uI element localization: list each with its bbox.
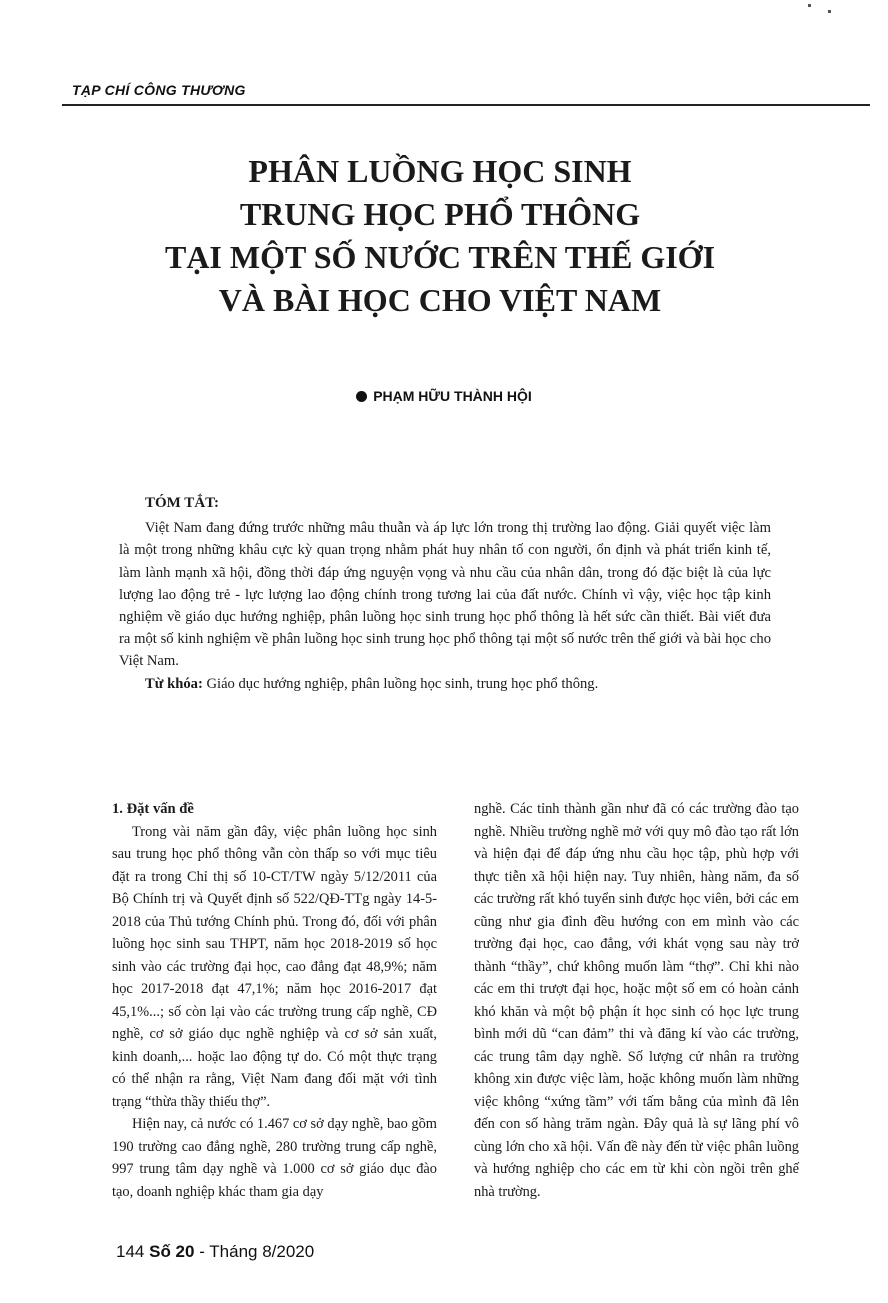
author-name: PHẠM HỮU THÀNH HỘI [373, 388, 532, 404]
page-number: 144 [116, 1242, 145, 1261]
body-column-left [112, 798, 437, 1203]
journal-name: TẠP CHÍ CÔNG THƯƠNG [72, 82, 246, 98]
keywords [119, 673, 771, 695]
abstract-text: Việt Nam đang đứng trước những mâu thuẫn và áp lực lớn trong thị trường lao động. Giải quyết việc làm là một trong những khâu cực kỳ quan trọng nhằm phát huy nhân tố con người, ổn định và phát triển kinh tế, làm lành mạnh xã hội, đồng thời đáp ứng nguyện vọng và nhu cầu của nhân dân, trong đó đặc biệt là của lực lượng lao động trẻ - lực lượng lao động chính trong tương lai của đất nước. Chính vì vậy, việc học tập kinh nghiệm về giáo dục hướng nghiệp, phân luồng học sinh trung học phổ thông là hết sức cần thiết. Bài viết đưa ra một số kinh nghiệm về phân luồng học sinh trung học phổ thông tại một số nước trên thế giới và bài học cho Việt Nam. [119, 520, 771, 670]
issue-number: Số 20 [149, 1242, 195, 1261]
article-title [60, 150, 820, 322]
abstract [119, 492, 771, 695]
keywords-label: Từ khóa: [145, 675, 203, 692]
abstract-heading: TÓM TẮT: [145, 495, 220, 511]
body-paragraph: Trong vài năm gần đây, việc phân luồng học sinh sau trung học phổ thông vẫn còn thấp so với mục tiêu đặt ra trong Chỉ thị số 10-CT/TW ngày 5/12/2011 của Bộ Chính trị và Quyết định số 522/QĐ-TTg ngày 14-5-2018 của Thủ tướng Chính phủ. Trong đó, đối với phân luồng học sinh sau THPT, năm học 2018-2019 số học sinh vào các trường đại học, cao đẳng đạt 48,9%; năm học 2017-2018 đạt 47,1%; năm học 2016-2017 đạt 45,1%...; số còn lại vào các trường trung cấp nghề, CĐ nghề, cơ sở giáo dục nghề nghiệp và cơ sở sản xuất, kinh doanh,... hoặc lao động tự do. Có một thực trạng có thể nhận ra rằng, Việt Nam đang đối mặt với tình trạng “thừa thầy thiếu thợ”. [112, 823, 437, 1110]
bullet-icon [356, 391, 367, 402]
title-line-4: VÀ BÀI HỌC CHO VIỆT NAM [218, 282, 662, 318]
keywords-text: Giáo dục hướng nghiệp, phân luồng học sinh, trung học phổ thông. [206, 675, 599, 692]
issue-date: Tháng 8/2020 [209, 1242, 315, 1261]
body-column-right [474, 798, 799, 1203]
title-line-1: PHÂN LUỒNG HỌC SINH [248, 153, 632, 189]
title-line-2: TRUNG HỌC PHỔ THÔNG [239, 196, 641, 232]
section-heading: 1. Đặt vấn đề [112, 801, 194, 817]
header-rule [62, 104, 870, 106]
author-line [0, 388, 888, 404]
footer-separator: - [194, 1242, 210, 1261]
page-footer [116, 1242, 314, 1262]
title-line-3: TẠI MỘT SỐ NƯỚC TRÊN THẾ GIỚI [164, 239, 716, 275]
body-paragraph: nghề. Các tỉnh thành gần như đã có các trường đào tạo nghề. Nhiều trường nghề mở với quy mô đào tạo rất lớn và hiện đại để đáp ứng nhu cầu học tập, phù hợp với thực tiễn xã hội hiện nay. Tuy nhiên, hàng năm, đa số các trường rất khó tuyển sinh được học viên, bởi các em cũng như gia đình đều hướng con em mình vào các trường đại học, cao đẳng, với khát vọng sau này trở thành “thầy”, chứ không muốn làm “thợ”. Chỉ khi nào các em thi trượt đại học, hoặc một số em có hoàn cảnh khó khăn và một bộ phận ít học sinh có học lực trung bình mới dũ “can đảm” thi và đăng kí vào các trường, các trung tâm dạy nghề. Số lượng cử nhân ra trường không xin được việc làm, hoặc không muốn làm những việc không “xứng tầm” với tấm bằng của mình đã lên đến con số hàng trăm ngàn. Đây quả là sự lãng phí vô cùng lớn cho xã hội. Vấn đề này đến từ việc phân luồng và hướng nghiệp cho các em từ khi còn ngồi trên ghế nhà trường. [474, 801, 799, 1200]
body-paragraph: Hiện nay, cả nước có 1.467 cơ sở dạy nghề, bao gồm 190 trường cao đẳng nghề, 280 trường trung cấp nghề, 997 trung tâm dạy nghề và 1.000 cơ sở giáo dục đào tạo, doanh nghiệp khác tham gia dạy [112, 1116, 437, 1200]
